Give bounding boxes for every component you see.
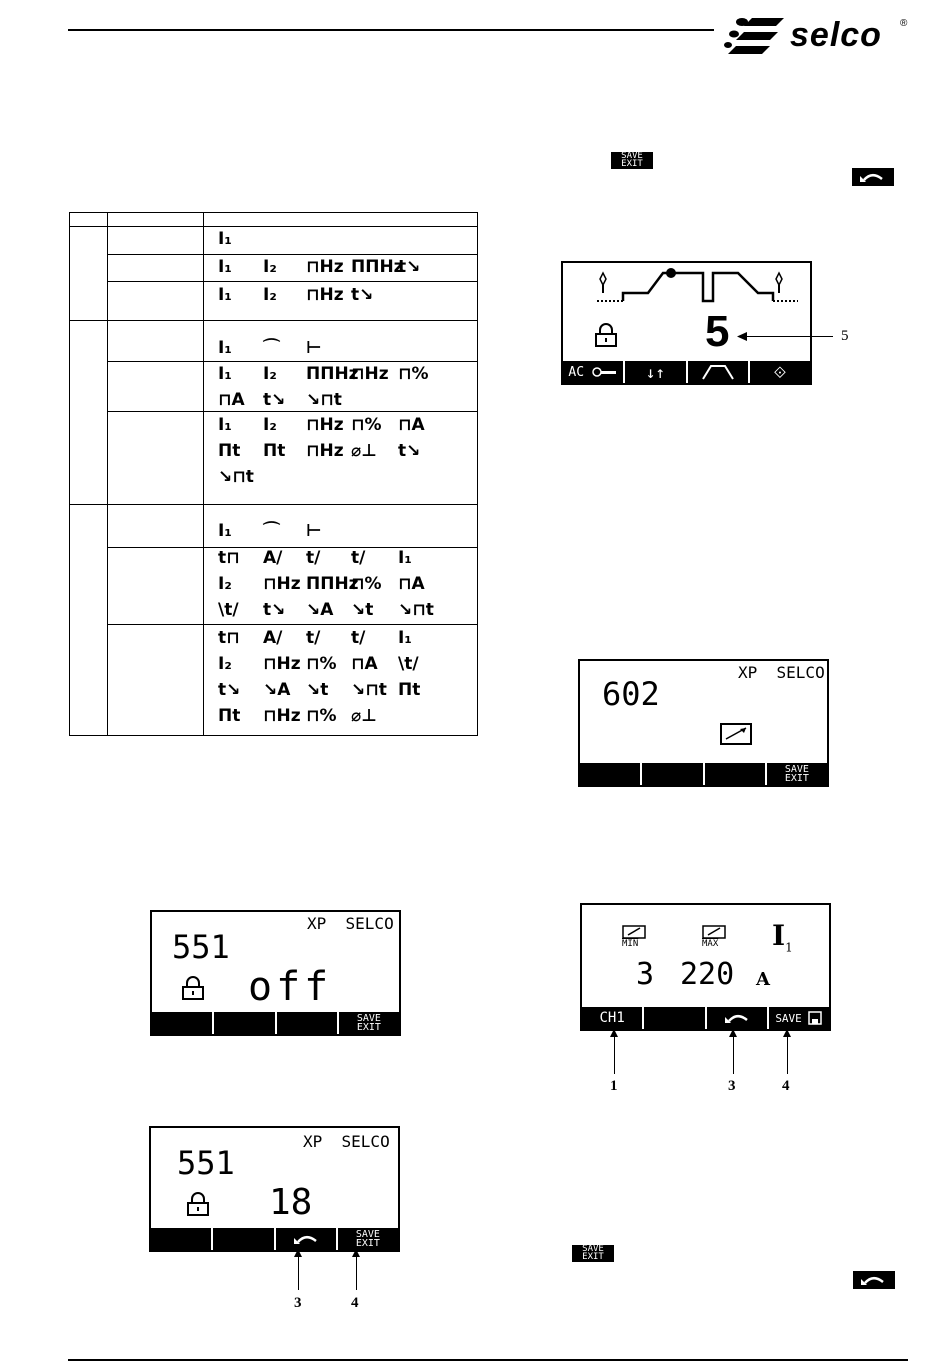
function-symbol: t⊓ [218,548,240,568]
function-symbol: ⊓Hz [263,574,301,594]
function-symbol: t↘ [263,600,286,620]
function-symbol: I₁ [218,364,232,384]
function-symbol: I₁ [218,338,232,358]
save-softkey[interactable]: SAVE [769,1007,829,1029]
parameter-code: 551 [172,928,230,966]
function-symbol: I₁ [218,257,232,277]
function-symbol: t↘ [351,285,374,305]
function-symbol: t/ [306,628,321,648]
function-symbol: t↘ [398,441,421,461]
parameter-value: off [248,964,333,1010]
max-ramp-icon [702,925,726,939]
undo-arrow-icon [852,168,894,186]
function-symbol: ⊢ [306,338,322,358]
function-symbol: I₁ [218,521,232,541]
save-exit-chip-top: SAVE EXIT [611,152,653,169]
function-symbol: ⊓% [351,415,382,435]
sequence-value: 5 [705,307,730,356]
function-symbol: ⊓Hz [263,654,301,674]
lock-icon [180,976,206,1000]
lcd-screen-sequence [561,261,812,385]
function-symbol: ⊓% [306,706,337,726]
function-symbol: t↘ [398,257,421,277]
back-chip-top [852,168,894,186]
function-symbol: t↘ [263,390,286,410]
back-softkey[interactable] [276,1228,338,1250]
function-symbol: I₁ [218,285,232,305]
function-symbol: ↘t [306,680,329,700]
lock-icon [593,323,619,347]
unit-label: A [756,969,770,990]
save-exit-softkey[interactable]: SAVE EXIT [355,1229,380,1249]
back-softkey[interactable] [707,1007,769,1029]
function-symbol: ΠΠHz [306,364,359,384]
save-exit-softkey[interactable]: SAVE EXIT [356,1013,381,1033]
logo-text: selco [790,16,882,54]
callout-line-5 [745,336,833,337]
function-symbol: ⊓Hz [351,364,389,384]
function-symbol: I₂ [263,415,277,435]
save-exit-softkey[interactable]: SAVE EXIT [784,764,809,784]
callout-line-4 [356,1250,357,1290]
function-symbol: ΠΠHz [306,574,359,594]
function-symbol: I₂ [218,654,232,674]
function-symbol: ⊓A [398,574,425,594]
function-symbol: A/ [263,548,283,568]
function-symbol: ⌒ [263,338,280,358]
min-value: 3 [636,957,655,992]
function-symbol: I₂ [218,574,232,594]
function-symbol: Πt [218,706,241,726]
callout-3: 3 [728,1078,736,1094]
undo-arrow-icon [288,1231,324,1247]
selco-logo [722,12,912,60]
torch-icon [592,366,618,378]
function-symbol: ⌀⊥ [351,706,377,726]
min-label: $\overline{MIN}$ [622,939,639,949]
function-symbol: I₂ [263,285,277,305]
function-symbol: ⌀⊥ [351,441,377,461]
max-label: $\overline{MAX}$ [702,939,719,949]
footer-rule [68,1359,908,1361]
callout-4: 4 [351,1295,359,1311]
callout-line-3 [733,1030,734,1074]
welding-sequence-graph [563,263,810,313]
callout-line-3 [298,1250,299,1290]
function-symbol: ⊓% [398,364,429,384]
function-symbol: I₁ [218,415,232,435]
function-symbol: ↘⊓t [218,467,254,487]
function-symbol: ↘⊓t [306,390,342,410]
lock-icon [185,1192,211,1216]
ramp-box-icon [720,723,752,745]
function-symbol: ⊓A [351,654,378,674]
callout-4: 4 [782,1078,790,1094]
back-chip-bottom [853,1271,895,1289]
function-symbol: ⊓Hz [306,285,344,305]
floppy-disk-icon [808,1011,822,1025]
logo-swirl-icon [722,12,792,58]
function-symbol: t⊓ [218,628,240,648]
parameter-code: 602 [602,675,660,713]
function-symbol: I₁ [218,229,232,249]
function-symbol: t↘ [218,680,241,700]
function-symbol: \t/ [218,600,239,620]
tab-up-down[interactable]: ↓↑ [625,361,687,383]
function-symbol: Πt [263,441,286,461]
callout-line-4 [787,1030,788,1074]
current-label: $I_1$ [772,919,793,955]
tab-ac[interactable]: AC [563,361,625,383]
lcd-screen-602 [578,659,829,787]
function-symbol: t/ [306,548,321,568]
ramp-icon [701,364,735,380]
callout-3: 3 [294,1295,302,1311]
channel-softkey[interactable]: CH1 [582,1007,644,1029]
function-symbol: I₂ [263,364,277,384]
function-symbol: ⊓Hz [306,257,344,277]
function-symbol: I₁ [398,548,412,568]
function-symbol: ⊓Hz [263,706,301,726]
brand-label: XP SELCO [738,663,825,682]
parameter-value: 18 [269,1182,313,1223]
logo-registered-mark: ® [900,18,908,29]
function-symbol: ↘A [263,680,291,700]
undo-arrow-icon [719,1010,755,1026]
lcd-screen-551-off [150,910,401,1036]
function-symbol: A/ [263,628,283,648]
function-symbol: ↘⊓t [351,680,387,700]
tab-enter[interactable]: ⟐ [773,362,787,382]
function-symbol: ⊓A [398,415,425,435]
function-symbol: \t/ [398,654,419,674]
function-symbol: I₂ [263,257,277,277]
tab-ramp[interactable] [688,361,750,383]
function-symbol: Πt [218,441,241,461]
lcd-screen-ch1 [580,903,831,1031]
function-symbol: ⊓Hz [306,441,344,461]
function-symbol: I₁ [398,628,412,648]
callout-1: 1 [610,1078,618,1094]
max-value: 220 [680,957,735,992]
function-symbol: ↘⊓t [398,600,434,620]
lcd-screen-551-18 [149,1126,400,1252]
parameter-code: 551 [177,1144,235,1182]
function-symbol: ↘A [306,600,334,620]
callout-5: 5 [841,328,849,344]
function-symbol: ⊓A [218,390,245,410]
function-symbol: ⊢ [306,521,322,541]
function-symbol: ⊓Hz [306,415,344,435]
header-rule [68,29,714,31]
brand-label: XP SELCO [307,914,394,933]
brand-label: XP SELCO [303,1132,390,1151]
function-symbol: ⌒ [263,521,280,541]
function-symbol: ⊓% [351,574,382,594]
function-symbol: t/ [351,628,366,648]
min-ramp-icon [622,925,646,939]
callout-line-1 [614,1030,615,1074]
function-symbol: ΠΠHz [351,257,404,277]
arrowhead-icon [737,332,747,341]
function-symbol: ↘t [351,600,374,620]
function-symbol: ⊓% [306,654,337,674]
function-symbol: Πt [398,680,421,700]
function-symbol: t/ [351,548,366,568]
undo-arrow-icon [853,1271,895,1289]
save-exit-chip-bottom: SAVE EXIT [572,1245,614,1262]
